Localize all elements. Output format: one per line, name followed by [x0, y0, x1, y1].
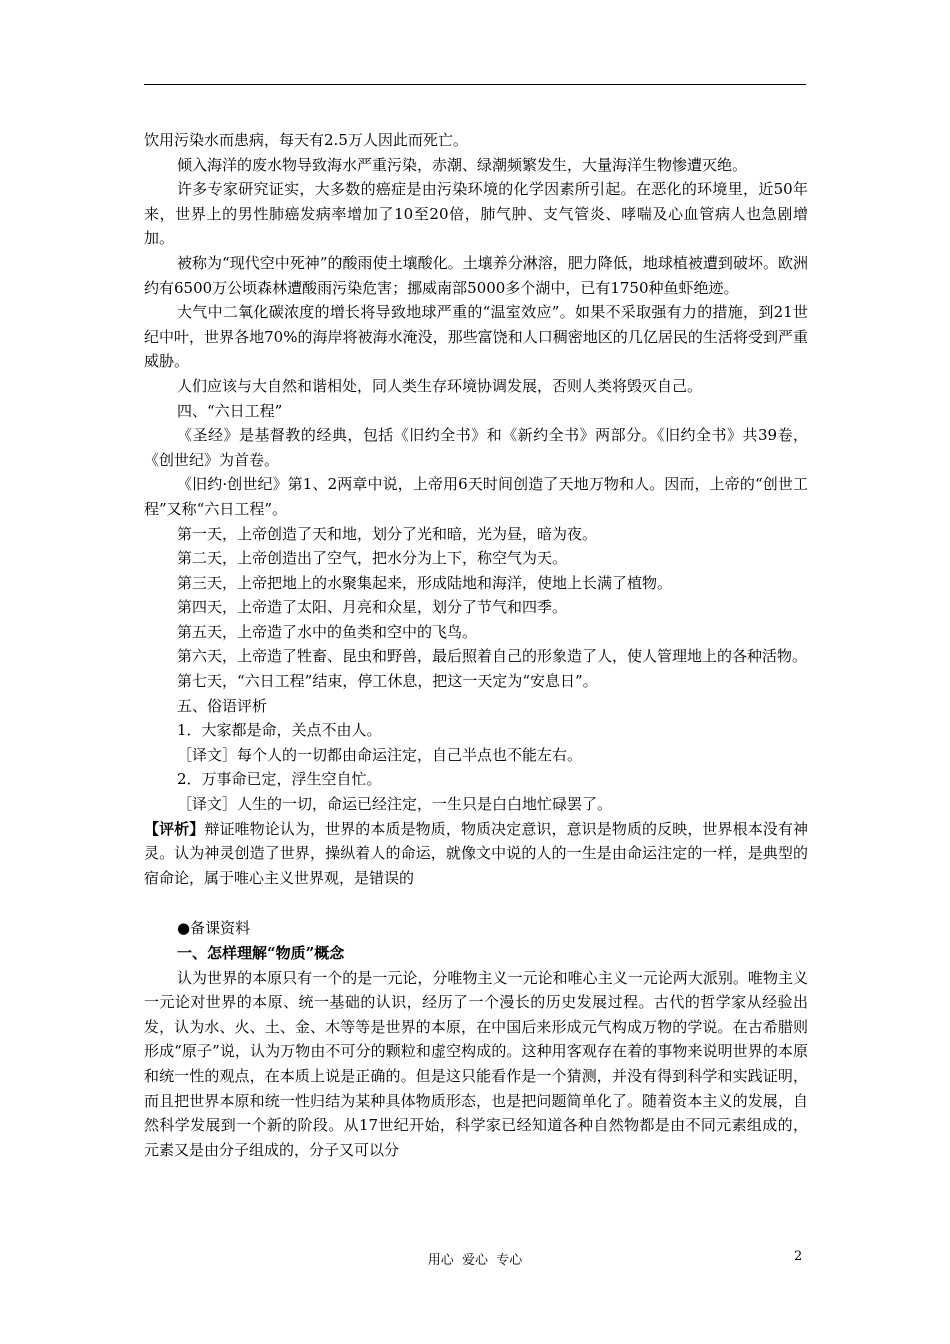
analysis-text: 辩证唯物论认为，世界的本质是物质，物质决定意识，意识是物质的反映，世界根本没有神灵。认为神灵创造了世界，操纵着人的命运，就像文中说的人的一生是由命运注定的一样，是典型的宿命论，属于唯心主义世界观，是错误的	[144, 819, 808, 887]
paragraph-cancer: 许多专家研究证实，大多数的癌症是由污染环境的化学因素所引起。在恶化的环境里，近50年来，世界上的男性肺癌发病率增加了10至20倍，肺气肿、支气管炎、哮喘及心血管病人也急剧增加。	[144, 180, 808, 248]
page-content	[144, 128, 808, 1162]
section-heading: ●备课资料	[177, 919, 251, 938]
paragraph-ocean-pollution: 倾入海洋的废水物导致海水严重污染，赤潮、绿潮频繁发生，大量海洋生物惨遭灭绝。	[177, 155, 748, 174]
proverb-1-translation: ［译文］每个人的一切都由命运注定，自己半点也不能左右。	[177, 745, 583, 764]
paragraph-genesis: 《旧约·创世纪》第1、2两章中说，上帝用6天时间创造了天地万物和人。因而，上帝的“创世工程”又称“六日工程”。	[144, 475, 808, 518]
paragraph-day-1: 第一天，上帝创造了天和地，划分了光和暗，光为昼，暗为夜。	[177, 524, 598, 543]
paragraph-day-4: 第四天，上帝造了太阳、月亮和众星，划分了节气和四季。	[177, 598, 568, 617]
header-rule	[144, 84, 806, 85]
paragraph-day-6: 第六天，上帝造了牲畜、昆虫和野兽，最后照着自己的形象造了人，使人管理地上的各种活物。	[177, 647, 808, 666]
paragraph-continuation: 饮用污染水而患病，每天有2.5万人因此而死亡。	[144, 131, 468, 149]
paragraph-day-3: 第三天，上帝把地上的水聚集起来，形成陆地和海洋，使地上长满了植物。	[177, 573, 673, 592]
paragraph-day-7: 第七天，“六日工程”结束，停工休息，把这一天定为“安息日”。	[177, 672, 598, 691]
proverb-2-translation: ［译文］人生的一切，命运已经注定，一生只是白白地忙碌罢了。	[177, 795, 613, 814]
page-number: 2	[794, 1249, 803, 1264]
footer-text: 用心 爱心 专心	[427, 1253, 523, 1268]
heading-six-day-project: 四、“六日工程”	[177, 401, 283, 420]
paragraph-acid-rain: 被称为“现代空中死神”的酸雨使土壤酸化。土壤养分淋溶，肥力降低，地球植被遭到破坏。欧洲约有6500万公顷森林遭酸雨污染危害；挪威南部5000多个湖中，已有1750种鱼虾绝迹。	[144, 253, 808, 297]
section-gap	[144, 890, 808, 916]
proverb-2: 2．万事命已定，浮生空自忙。	[177, 770, 382, 789]
proverb-1: 1．大家都是命，关点不由人。	[177, 721, 382, 740]
paragraph-greenhouse: 大气中二氧化碳浓度的增长将导致地球严重的“温室效应”。如果不采取强有力的措施，到21世纪中叶，世界各地70%的海岸将被海水淹没，那些富饶和人口稠密地区的几亿居民的生活将受到严重威胁。	[144, 303, 808, 371]
paragraph-day-5: 第五天，上帝造了水中的鱼类和空中的飞鸟。	[177, 622, 478, 641]
paragraph-matter: 认为世界的本原只有一个的是一元论，分唯物主义一元论和唯心主义一元论两大派别。唯物主义一元论对世界的本原、统一基础的认识，经历了一个漫长的历史发展过程。古代的哲学家从经验出发，认为水、火、土、金、木等等是世界的本原，在中国后来形成元气构成万物的学说。在古希腊则形成“原子”说，认为万物由不可分的颗粒和虚空构成的。这种用客观存在着的事物来说明世界的本原和统一性的观点，在本质上说是正确的。但是这只能看作是一个猜测，并没有得到科学和实践证明，而且把世界本原和统一性归结为某种具体物质形态，也是把问题简单化了。随着资本主义的发展，自然科学发展到一个新的阶段。从17世纪开始，科学家已经知道各种自然物都是由不同元素组成的，元素又是由分子组成的，分子又可以分	[144, 968, 808, 1159]
paragraph-day-2: 第二天，上帝创造出了空气，把水分为上下，称空气为天。	[177, 549, 568, 568]
paragraph-analysis	[144, 817, 808, 891]
sub-heading: 一、怎样理解“物质”概念	[177, 944, 345, 962]
paragraph-bible: 《圣经》是基督教的经典，包括《旧约全书》和《新约全书》两部分。《旧约全书》共39卷，《创世纪》为首卷。	[144, 426, 808, 469]
analysis-label: 【评析】	[144, 819, 205, 838]
paragraph-harmony: 人们应该与大自然和谐相处，同人类生存环境协调发展，否则人类将毁灭自己。	[177, 376, 703, 395]
heading-proverbs: 五、俗语评析	[177, 696, 268, 715]
